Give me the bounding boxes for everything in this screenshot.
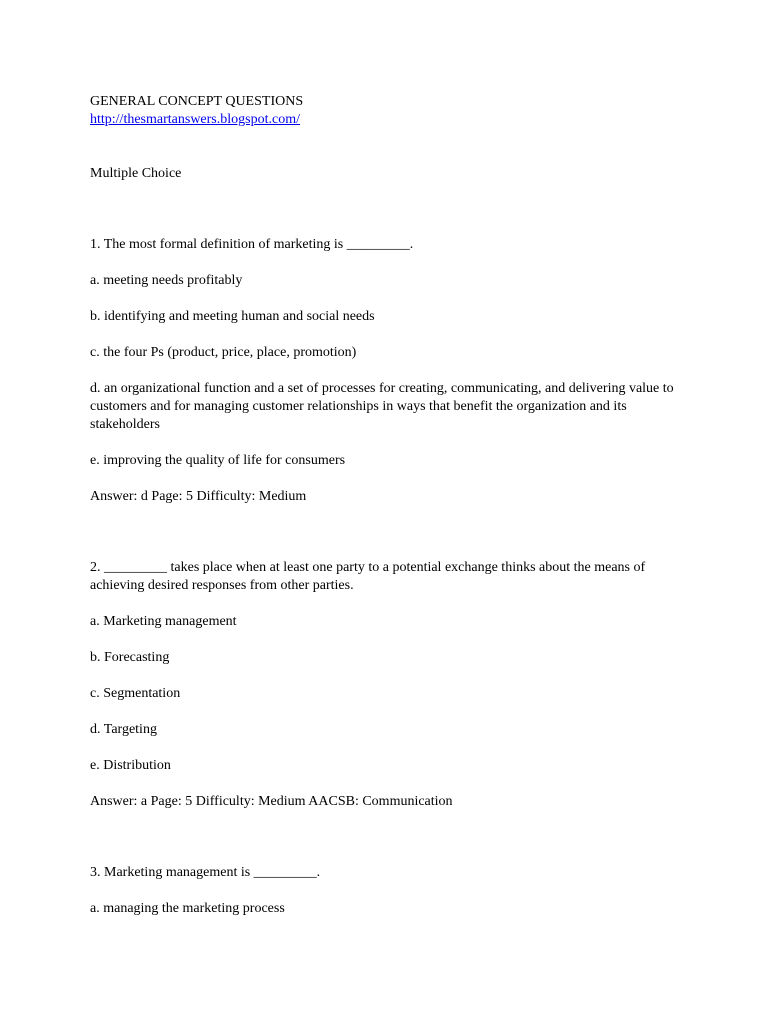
spacer xyxy=(90,811,690,864)
answer-option: a. meeting needs profitably xyxy=(90,273,243,288)
question-block-2 xyxy=(90,559,690,811)
answer-option: b. identifying and meeting human and social needs xyxy=(90,309,375,324)
blog-link[interactable]: http://thesmartanswers.blogspot.com/ xyxy=(90,112,300,127)
question-prompt: 1. The most formal definition of marketing is _________. xyxy=(90,237,414,252)
spacer xyxy=(90,506,690,559)
answer-option: b. Forecasting xyxy=(90,650,170,665)
section-heading: Multiple Choice xyxy=(90,166,182,181)
document-page xyxy=(90,93,690,936)
question-block-1 xyxy=(90,236,690,506)
answer-option: c. Segmentation xyxy=(90,686,181,701)
blog-link-line xyxy=(90,111,690,129)
question-prompt: 3. Marketing management is _________. xyxy=(90,865,321,880)
answer-option: e. Distribution xyxy=(90,758,171,773)
spacer xyxy=(90,183,690,236)
question-block-3 xyxy=(90,864,690,918)
answer-key: Answer: d Page: 5 Difficulty: Medium xyxy=(90,489,307,504)
spacer xyxy=(90,129,690,165)
answer-option: c. the four Ps (product, price, place, promotion) xyxy=(90,345,357,360)
document-title: GENERAL CONCEPT QUESTIONS xyxy=(90,94,304,109)
answer-option: d. an organizational function and a set of processes for creating, communicating, and delivering value to customers and for managing customer relationships in ways that benefit the organization and its stakeholders xyxy=(90,381,674,432)
question-prompt: 2. _________ takes place when at least one party to a potential exchange thinks about the means of achieving desired responses from other parties. xyxy=(90,560,646,593)
answer-option: a. Marketing management xyxy=(90,614,237,629)
answer-option: e. improving the quality of life for consumers xyxy=(90,453,346,468)
answer-option: a. managing the marketing process xyxy=(90,901,285,916)
answer-option: d. Targeting xyxy=(90,722,157,737)
answer-key: Answer: a Page: 5 Difficulty: Medium AACSB: Communication xyxy=(90,794,453,809)
